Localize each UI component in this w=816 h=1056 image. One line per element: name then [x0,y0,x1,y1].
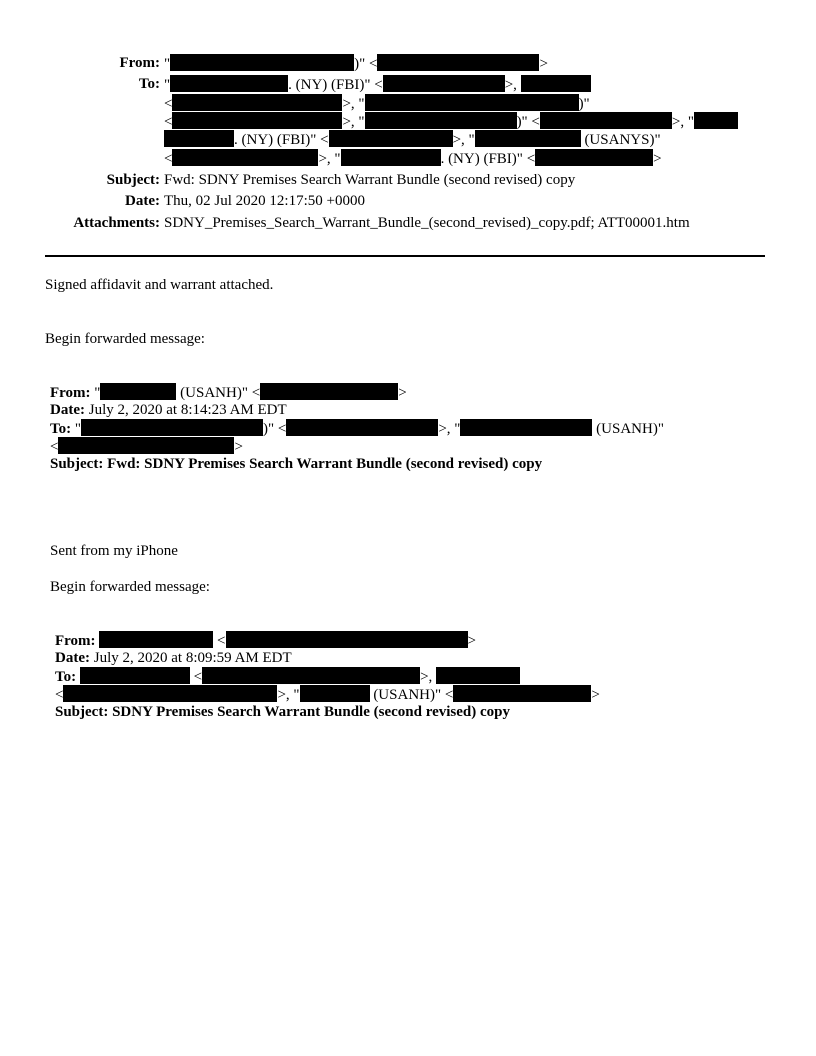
redaction-block [172,112,342,129]
begin-forwarded-2: Begin forwarded message: [50,579,210,595]
fwd2-date-label: Date: [55,650,90,666]
fwd2-date-value: July 2, 2020 at 8:09:59 AM EDT [93,650,292,666]
redaction-block [365,112,517,129]
to-org-fragment: . (NY) (FBI)" [234,132,317,148]
fwd2-to-label: To: [55,669,77,685]
fwd1-from-org: (USANH)" [180,385,248,401]
fwd1-date-value: July 2, 2020 at 8:14:23 AM EDT [88,402,287,418]
fwd1-date-row [50,401,287,419]
fwd1-to-row: To: " )" < >, " (USANH)" [50,421,664,437]
attachments-label: Attachments: [73,215,160,231]
redaction-block [172,149,318,166]
fwd1-subject-value: Fwd: SDNY Premises Search Warrant Bundle (second revised) copy [107,456,543,472]
redaction-block [164,130,234,147]
fwd2-from-label: From: [55,633,96,649]
to-value-line1: " . (NY) (FBI)" < >, [164,75,591,95]
redaction-block [81,419,263,436]
fwd2-subject-value: SDNY Premises Search Warrant Bundle (second revised) copy [112,704,510,720]
header-subject-row [0,171,816,190]
redaction-block [540,112,672,129]
from-value: " )" < > [164,56,548,72]
to-org-fragment: (USANYS)" [584,132,661,148]
redaction-block [436,667,520,684]
subject-label: Subject: [106,172,160,188]
redaction-block [341,149,441,166]
fwd1-subject-row [50,455,542,473]
to-label: To: [138,76,160,92]
to-value-line2: < >, " )" [164,96,590,112]
to-value-line4: . (NY) (FBI)" < >, " (USANYS)" [164,130,661,150]
redaction-block [535,149,653,166]
redaction-block [460,419,592,436]
redaction-block [377,54,539,71]
redaction-block [365,94,579,111]
body-line-signed: Signed affidavit and warrant attached. [45,277,274,293]
redaction-block [453,685,591,702]
to-org-fragment: . (NY) (FBI)" [440,151,523,167]
redaction-block [172,94,342,111]
redaction-block [383,75,505,92]
redaction-block [100,383,176,400]
date-value: Thu, 02 Jul 2020 12:17:50 +0000 [164,193,365,209]
subject-value: Fwd: SDNY Premises Search Warrant Bundle (second revised) copy [164,172,576,188]
attachments-value[interactable]: SDNY_Premises_Search_Warrant_Bundle_(second_revised)_copy.pdf; ATT00001.htm [164,215,690,231]
fwd1-from-row: From: " (USANH)" < > [50,385,407,401]
redaction-block [521,75,591,92]
fwd2-to-org: (USANH)" [373,687,442,703]
fwd2-subject-label: Subject: [55,704,109,720]
to-value-line3: < >, " )" < >, " [164,112,738,132]
fwd1-date-label: Date: [50,402,85,418]
redaction-block [300,685,370,702]
redaction-block [329,130,453,147]
redaction-block [80,667,190,684]
fwd2-to-row-2: < >, " (USANH)" < > [55,687,600,703]
redaction-block [170,54,354,71]
fwd2-date-row [55,649,292,667]
redaction-block [260,383,398,400]
header-from-row [0,54,816,73]
fwd2-subject-row [55,703,510,721]
redaction-block [226,631,468,648]
fwd1-to-org: (USANH)" [596,421,664,437]
header-divider [45,255,765,257]
redaction-block [202,667,420,684]
date-label: Date: [125,193,160,209]
to-value-line5: < >, " . (NY) (FBI)" < > [164,151,662,167]
redaction-block [694,112,738,129]
fwd2-from-row: From: < > [55,633,476,649]
redaction-block [58,437,234,454]
header-date-row [0,192,816,211]
body-line-begin-forwarded: Begin forwarded message: [45,331,205,347]
fwd1-to-label: To: [50,421,72,437]
sent-from-iphone: Sent from my iPhone [50,543,178,559]
redaction-block [475,130,581,147]
from-label: From: [119,55,160,71]
redaction-block [286,419,438,436]
fwd1-from-label: From: [50,385,91,401]
header-attachments-row [0,214,816,233]
header-to-row [0,75,816,94]
to-org-fragment: . (NY) (FBI)" [288,77,371,93]
fwd2-to-row: To: < >, [55,667,520,686]
redaction-block [63,685,277,702]
redaction-block [99,631,213,648]
fwd1-subject-label: Subject: [50,456,104,472]
redaction-block [170,75,288,92]
fwd1-to-row-2: < > [50,439,243,455]
